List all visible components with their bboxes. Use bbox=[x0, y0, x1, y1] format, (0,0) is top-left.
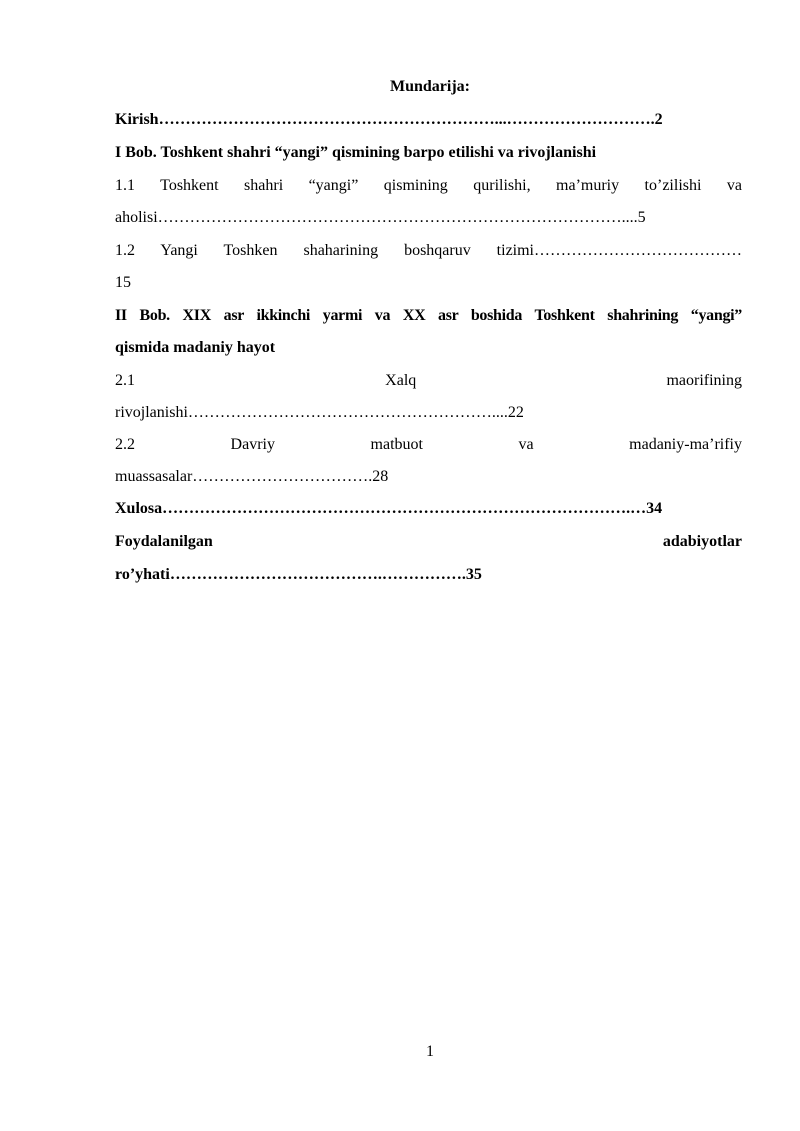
toc-entry-adabiyot-line2: ro’yhati………………………………….…………….35 bbox=[115, 566, 482, 583]
toc-chapter-1: I Bob. Toshkent shahri “yangi” qismining barpo etilishi va rivojlanishi bbox=[115, 144, 597, 161]
toc-chapter-2-line1: II Bob. XIX asr ikkinchi yarmi va XX asr boshida Toshkent shahrining “yangi” bbox=[115, 307, 742, 324]
page-title: Mundarija: bbox=[390, 78, 470, 95]
toc-entry-adabiyot-line1: Foydalanilgan adabiyotlar bbox=[115, 533, 742, 550]
toc-entry-1-2-line1: 1.2 Yangi Toshken shaharining boshqaruv tizimi………………………………… bbox=[115, 242, 742, 259]
toc-entry-1-2-line2: 15 bbox=[115, 274, 131, 291]
toc-entry-1-1-line1: 1.1 Toshkent shahri “yangi” qismining qurilishi, ma’muriy to’zilishi va bbox=[115, 177, 742, 194]
page-number: 1 bbox=[426, 1043, 434, 1060]
toc-entry-2-1-line1: 2.1 Xalq maorifining bbox=[115, 372, 742, 389]
toc-entry-2-2-line2: muassasalar…………………………….28 bbox=[115, 468, 389, 485]
toc-entry-1-1-line2: aholisi……………………………………………………………………………....5 bbox=[115, 209, 646, 226]
toc-entry-2-1-line2: rivojlanishi…………………………………………………....22 bbox=[115, 404, 524, 421]
toc-entry-2-2-line1: 2.2 Davriy matbuot va madaniy-ma’rifiy bbox=[115, 436, 742, 453]
toc-entry-kirish: Kirish………………………………………………………...……………………….2 bbox=[115, 111, 663, 128]
toc-chapter-2-line2: qismida madaniy hayot bbox=[115, 339, 276, 356]
toc-entry-xulosa: Xulosa…………………………………………………………………………….…34 bbox=[115, 500, 663, 517]
